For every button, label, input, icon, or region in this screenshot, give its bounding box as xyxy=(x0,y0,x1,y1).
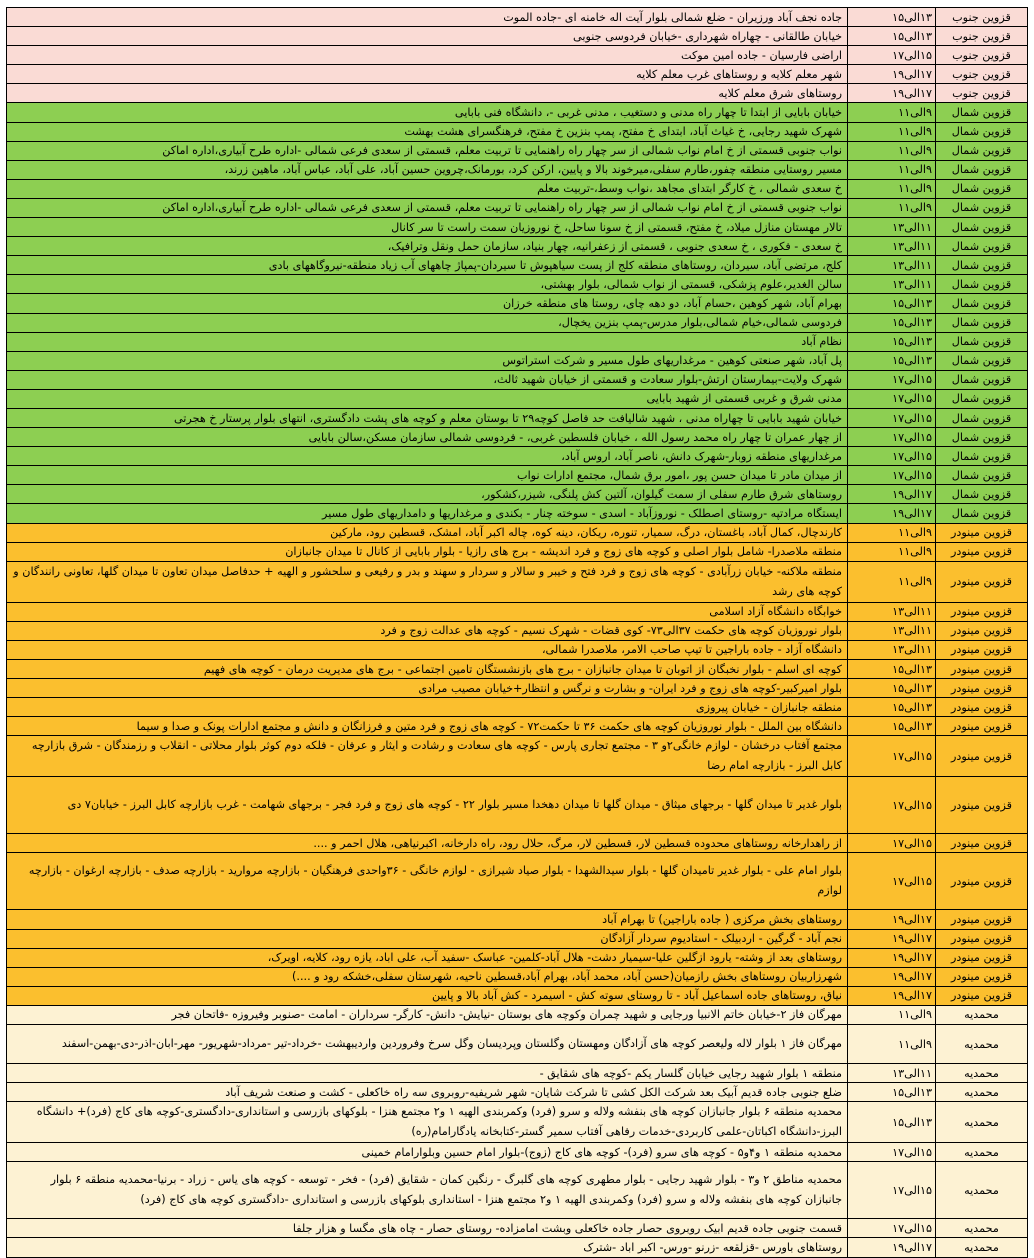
table-row xyxy=(7,777,1028,834)
region-cell: قزوین مینودر xyxy=(936,523,1028,542)
time-cell: ۱۵الی۱۷ xyxy=(848,389,936,408)
time-cell: ۱۱الی۱۳ xyxy=(848,602,936,621)
table-row xyxy=(7,8,1028,27)
area-description-cell: نظام آباد xyxy=(7,332,848,351)
time-cell: ۹الی۱۱ xyxy=(848,122,936,141)
region-cell: قزوین شمال xyxy=(936,313,1028,332)
region-cell: محمدیه xyxy=(936,1238,1028,1257)
area-description-cell: شهر معلم کلایه و روستاهای غرب معلم کلایه xyxy=(7,65,848,84)
region-cell: قزوین شمال xyxy=(936,485,1028,504)
time-cell: ۱۷الی۱۹ xyxy=(848,84,936,103)
area-description-cell: منطقه ملاکنه- خیابان زرآبادی - کوچه های زوج و فرد فتح و خیبر و سالار و سردار و سهند و بدر و رفیعی و سلحشور و الهیه + حدفاصل میدان تعاون تا میدان گلها، تعاونی رانندگان و کوچه های رشد xyxy=(7,561,848,602)
region-cell: محمدیه xyxy=(936,1064,1028,1083)
region-cell: قزوین شمال xyxy=(936,218,1028,237)
time-cell: ۱۵الی۱۷ xyxy=(848,370,936,389)
area-description-cell: پل آباد، شهر صنعتی کوهین - مرغداریهای طول مسیر و شرکت استراتوس xyxy=(7,351,848,370)
region-cell: قزوین شمال xyxy=(936,103,1028,122)
area-description-cell: کوچه ای اسلم - بلوار نخبگان از اتوبان تا میدان جانبازان - برج های بازنشستگان تامین اجتماعی - برج های مدیریت درمان - کوچه های فهیم xyxy=(7,660,848,679)
table-row xyxy=(7,294,1028,313)
table-row xyxy=(7,485,1028,504)
area-description-cell: از راهدارخانه روستاهای محدوده قسطین لار، قسطین لار، مرگ، حلال رود، راه دارخانه، اکبرنیاهی، هلال احمر و .... xyxy=(7,834,848,853)
region-cell: قزوین مینودر xyxy=(936,542,1028,561)
region-cell: محمدیه xyxy=(936,1025,1028,1064)
area-description-cell: نواب جنوبی قسمتی از خ امام نواب شمالی از سر چهار راه راهنمایی تا تربیت معلم، قسمتی از سعدی فرعی شمالی -اداره طرح آبیاری،اداره اماکن xyxy=(7,198,848,217)
region-cell: محمدیه xyxy=(936,1219,1028,1238)
area-description-cell: اراضی فارسیان - جاده امین موکت xyxy=(7,46,848,65)
table-row xyxy=(7,717,1028,736)
table-row xyxy=(7,1064,1028,1083)
time-cell: ۱۵الی۱۷ xyxy=(848,777,936,834)
table-row xyxy=(7,640,1028,659)
region-cell: قزوین شمال xyxy=(936,351,1028,370)
table-body xyxy=(7,8,1028,1258)
time-cell: ۱۱الی۱۳ xyxy=(848,218,936,237)
region-cell: قزوین شمال xyxy=(936,141,1028,160)
table-row xyxy=(7,122,1028,141)
region-cell: قزوین شمال xyxy=(936,179,1028,198)
time-cell: ۱۳الی۱۵ xyxy=(848,1083,936,1102)
time-cell: ۱۷الی۱۹ xyxy=(848,1238,936,1257)
area-description-cell: شهرک ولایت-بیمارستان ارتش-بلوار سعادت و قسمتی از خیابان شهید ثالث، xyxy=(7,370,848,389)
region-cell: محمدیه xyxy=(936,1083,1028,1102)
region-cell: قزوین مینودر xyxy=(936,910,1028,929)
time-cell: ۱۳الی۱۵ xyxy=(848,679,936,698)
time-cell: ۱۳الی۱۵ xyxy=(848,351,936,370)
time-cell: ۱۳الی۱۵ xyxy=(848,294,936,313)
time-cell: ۹الی۱۱ xyxy=(848,561,936,602)
region-cell: قزوین شمال xyxy=(936,389,1028,408)
time-cell: ۱۱الی۱۳ xyxy=(848,640,936,659)
region-cell: محمدیه xyxy=(936,1143,1028,1162)
time-cell: ۱۷الی۱۹ xyxy=(848,929,936,948)
area-description-cell: روستاهای بخش مرکزی ( جاده باراجین) تا بهرام آباد xyxy=(7,910,848,929)
region-cell: قزوین شمال xyxy=(936,294,1028,313)
region-cell: قزوین شمال xyxy=(936,332,1028,351)
table-row xyxy=(7,27,1028,46)
table-row xyxy=(7,179,1028,198)
area-description-cell: دانشگاه بین الملل - بلوار نوروزیان کوچه های حکمت ۳۶ تا حکمت۷۲ - کوچه های زوج و فرد متین و فرزانگان و دانش و مجتمع ادارات پونک و صدا و سیما xyxy=(7,717,848,736)
region-cell: قزوین شمال xyxy=(936,408,1028,427)
area-description-cell: خ سعدی شمالی ، خ کارگر ابتدای مجاهد ،نواب وسط،-تربیت معلم xyxy=(7,179,848,198)
area-description-cell: روستاهای شرق طارم سفلی از سمت گیلوان، آلتین کش پلنگی، شیزر،کشکور، xyxy=(7,485,848,504)
table-row xyxy=(7,46,1028,65)
area-description-cell: منطقه جانبازان - خیابان پیروزی xyxy=(7,698,848,717)
table-row xyxy=(7,313,1028,332)
table-row xyxy=(7,447,1028,466)
region-cell: قزوین شمال xyxy=(936,504,1028,523)
time-cell: ۱۷الی۱۹ xyxy=(848,65,936,84)
region-cell: قزوین مینودر xyxy=(936,777,1028,834)
table-row xyxy=(7,1025,1028,1064)
table-row xyxy=(7,408,1028,427)
table-row xyxy=(7,967,1028,986)
time-cell: ۹الی۱۱ xyxy=(848,198,936,217)
region-cell: قزوین مینودر xyxy=(936,736,1028,777)
time-cell: ۱۵الی۱۷ xyxy=(848,1143,936,1162)
region-cell: قزوین شمال xyxy=(936,237,1028,256)
region-cell: قزوین شمال xyxy=(936,198,1028,217)
area-description-cell: سالن الغدیر،علوم پزشکی، قسمتی از نواب شمالی، بلوار بهشتی، xyxy=(7,275,848,294)
table-row xyxy=(7,679,1028,698)
table-row xyxy=(7,428,1028,447)
area-description-cell: تالار مهستان منازل میلاد، خ مفتح، قسمتی از خ سونا ساحل، خ نوروزیان سمت راست تا سر کانال xyxy=(7,218,848,237)
area-description-cell: خیابان شهید بابایی تا چهاراه مدنی ، شهید شالیافت حد فاصل کوچه۲۹ تا بوستان معلم و کوچه های پشت دادگستری، انتهای بلوار پرستار خ هجرتی xyxy=(7,408,848,427)
area-description-cell: بلوار غدیر تا میدان گلها - برجهای میثاق - میدان گلها تا میدان دهخدا مسیر بلوار ۲۲ - کوچه های زوج و فرد فجر - برجهای شهامت - غرب بازارچه کابل البرز - خیابان۷ دی xyxy=(7,777,848,834)
table-row xyxy=(7,389,1028,408)
region-cell: قزوین شمال xyxy=(936,447,1028,466)
time-cell: ۱۷الی۱۹ xyxy=(848,910,936,929)
area-description-cell: منطقه ۱ بلوار شهید رجایی خیابان گلسار یکم -کوچه های شقایق - xyxy=(7,1064,848,1083)
region-cell: قزوین شمال xyxy=(936,428,1028,447)
outage-schedule-table xyxy=(6,7,1028,1258)
area-description-cell: کلج، مرتضی آباد، سیردان، روستاهای منطقه کلج از پست سیاهپوش تا سیردان-پمپاژ چاههای آب زیاد منطقه-نیروگاههای بادی xyxy=(7,256,848,275)
table-row xyxy=(7,660,1028,679)
region-cell: قزوین شمال xyxy=(936,122,1028,141)
time-cell: ۱۵الی۱۷ xyxy=(848,1162,936,1219)
time-cell: ۱۵الی۱۷ xyxy=(848,853,936,910)
region-cell: قزوین مینودر xyxy=(936,948,1028,967)
table-row xyxy=(7,160,1028,179)
time-cell: ۱۱الی۱۳ xyxy=(848,256,936,275)
area-description-cell: بلوار امام علی - بلوار غدیر تامیدان گلها - بلوار سیدالشهدا - بلوار صیاد شیرازی - لوازم خانگی - ۳۶واحدی فرهنگیان - بازارچه مروارید - بازارچه صدف - بازارچه ارغوان - بازارچه لوازم xyxy=(7,853,848,910)
area-description-cell: نواب جنوبی قسمتی از خ امام نواب شمالی از سر چهار راه راهنمایی تا تربیت معلم، قسمتی از سعدی فرعی شمالی -اداره طرح آبیاری،اداره اماکن xyxy=(7,141,848,160)
area-description-cell: مهرگان فاز ۲-خیابان خاتم الانبیا ورجایی و شهید چمران وکوچه های بوستان -نیایش- دانش- کارگر- سرداران - امامت -صنوبر وفیروزه -فاتحان فجر xyxy=(7,1005,848,1024)
table-row xyxy=(7,1083,1028,1102)
region-cell: قزوین شمال xyxy=(936,370,1028,389)
time-cell: ۹الی۱۱ xyxy=(848,523,936,542)
region-cell: محمدیه xyxy=(936,1162,1028,1219)
region-cell: قزوین مینودر xyxy=(936,834,1028,853)
time-cell: ۱۳الی۱۵ xyxy=(848,698,936,717)
region-cell: قزوین جنوب xyxy=(936,8,1028,27)
area-description-cell: نجم آباد - گرگین - اردبیلک - استادیوم سردار آزادگان xyxy=(7,929,848,948)
area-description-cell: فردوسی شمالی،خیام شمالی،بلوار مدرس-پمپ بنزین یخچال، xyxy=(7,313,848,332)
time-cell: ۱۱الی۱۳ xyxy=(848,275,936,294)
region-cell: قزوین جنوب xyxy=(936,65,1028,84)
table-row xyxy=(7,256,1028,275)
time-cell: ۹الی۱۱ xyxy=(848,179,936,198)
time-cell: ۱۷الی۱۹ xyxy=(848,948,936,967)
time-cell: ۱۵الی۱۷ xyxy=(848,466,936,485)
table-row xyxy=(7,621,1028,640)
table-row xyxy=(7,523,1028,542)
time-cell: ۹الی۱۱ xyxy=(848,160,936,179)
time-cell: ۱۵الی۱۷ xyxy=(848,834,936,853)
time-cell: ۱۳الی۱۵ xyxy=(848,660,936,679)
table-row xyxy=(7,65,1028,84)
area-description-cell: از میدان مادر تا میدان حسن پور ،امور برق شمال، مجتمع ادارات نواب xyxy=(7,466,848,485)
time-cell: ۱۷الی۱۹ xyxy=(848,967,936,986)
time-cell: ۱۵الی۱۷ xyxy=(848,447,936,466)
region-cell: محمدیه xyxy=(936,1005,1028,1024)
region-cell: قزوین مینودر xyxy=(936,986,1028,1005)
region-cell: قزوین مینودر xyxy=(936,621,1028,640)
table-row xyxy=(7,698,1028,717)
time-cell: ۱۵الی۱۷ xyxy=(848,428,936,447)
area-description-cell: بلوار نوروزیان کوچه های حکمت ۳۷الی۷۳- کوی قضات - شهرک نسیم - کوچه های عدالت زوج و فرد xyxy=(7,621,848,640)
area-description-cell: محمدیه منطقه ۱ و۴و۵ - کوچه های سرو (فرد)- کوچه های کاج (زوج)-بلوار امام حسین وبلوارامام خمینی xyxy=(7,1143,848,1162)
table-row xyxy=(7,1143,1028,1162)
table-row xyxy=(7,84,1028,103)
region-cell: قزوین شمال xyxy=(936,160,1028,179)
time-cell: ۱۱الی۱۳ xyxy=(848,1064,936,1083)
region-cell: محمدیه xyxy=(936,1102,1028,1143)
table-row xyxy=(7,1219,1028,1238)
region-cell: قزوین مینودر xyxy=(936,602,1028,621)
area-description-cell: بهرام آباد، شهر کوهین ،حسام آباد، دو دهه چای، روستا های منطقه خرزان xyxy=(7,294,848,313)
area-description-cell: شهرزاربیان روستاهای بخش رازمیان(حسن آباد، محمد آباد، بهرام آباد،قسطین ناحیه، شهرستان سفلی،خشکه رود و ....) xyxy=(7,967,848,986)
time-cell: ۱۵الی۱۷ xyxy=(848,46,936,65)
table-row xyxy=(7,542,1028,561)
area-description-cell: روستاهای بعد از وشته- یارود ازگلین علیا-سیمیار دشت- هلال آباد-کلمین- عباسک -سفید آب، علی اباد، یازه رود، کلایه، اویرک، xyxy=(7,948,848,967)
time-cell: ۱۳الی۱۵ xyxy=(848,717,936,736)
time-cell: ۱۳الی۱۵ xyxy=(848,1102,936,1143)
table-row xyxy=(7,237,1028,256)
region-cell: قزوین شمال xyxy=(936,466,1028,485)
area-description-cell: قسمت جنوبی جاده قدیم ابیک روبروی حصار جاده خاکعلی وبشت امامزاده- روستای حصار - چاه های مگسا و هزار جلفا xyxy=(7,1219,848,1238)
region-cell: قزوین مینودر xyxy=(936,717,1028,736)
table-row xyxy=(7,602,1028,621)
time-cell: ۱۵الی۱۷ xyxy=(848,1219,936,1238)
area-description-cell: جاده نجف آباد ورزیران - ضلع شمالی بلوار آیت اله خامنه ای -جاده الموت xyxy=(7,8,848,27)
area-description-cell: مهرگان فاز ۱ بلوار لاله ولیعصر کوچه های آزادگان ومهستان وگلستان وپردیسان وگل سرخ وفروردین واردیبهشت -خرداد-تیر -مرداد-شهریور- مهر-ابان-اذر-دی-بهمن-اسفند xyxy=(7,1025,848,1064)
area-description-cell: خیابان بابایی از ابتدا تا چهار راه مدنی و دستغیب ، مدنی غربی -، دانشگاه فنی بابایی xyxy=(7,103,848,122)
table-row xyxy=(7,103,1028,122)
area-description-cell: بلوار امیرکبیر-کوچه های زوج و فرد ایران- و بشارت و نرگس و انتظار+خیابان مصیب مرادی xyxy=(7,679,848,698)
region-cell: قزوین مینودر xyxy=(936,967,1028,986)
area-description-cell: روستاهای شرق معلم کلایه xyxy=(7,84,848,103)
table-row xyxy=(7,736,1028,777)
area-description-cell: مرغداریهای منطقه زوبار-شهرک دانش، ناصر آباد، اروس آباد، xyxy=(7,447,848,466)
area-description-cell: شهرک شهید رجایی، خ غیاث آباد، ابتدای خ مفتح، پمپ بنزین خ مفتح، فرهنگسرای هشت بهشت xyxy=(7,122,848,141)
time-cell: ۱۱الی۱۳ xyxy=(848,621,936,640)
time-cell: ۱۵الی۱۷ xyxy=(848,408,936,427)
time-cell: ۱۷الی۱۹ xyxy=(848,986,936,1005)
time-cell: ۱۷الی۱۹ xyxy=(848,504,936,523)
region-cell: قزوین مینودر xyxy=(936,679,1028,698)
region-cell: قزوین جنوب xyxy=(936,27,1028,46)
region-cell: قزوین مینودر xyxy=(936,640,1028,659)
table-row xyxy=(7,910,1028,929)
area-description-cell: از چهار عمران تا چهار راه محمد رسول الله ، خیابان فلسطین غربی، - فردوسی شمالی سازمان مسکن،سالن بابایی xyxy=(7,428,848,447)
area-description-cell: روستاهای باورس -قزلقعه -زرنو -ورس- اکبر اباد -شترک xyxy=(7,1238,848,1257)
time-cell: ۱۳الی۱۵ xyxy=(848,8,936,27)
region-cell: قزوین مینودر xyxy=(936,660,1028,679)
table-row xyxy=(7,332,1028,351)
area-description-cell: خوابگاه دانشگاه آزاد اسلامی xyxy=(7,602,848,621)
time-cell: ۱۷الی۱۹ xyxy=(848,485,936,504)
area-description-cell: ضلع جنوبی جاده قدیم آبیک بعد شرکت الکل کشی تا شرکت شایان- شهر شریفیه-روبروی سه راه خاکعلی - کشت و صنعت شریف آباد xyxy=(7,1083,848,1102)
time-cell: ۱۳الی۱۵ xyxy=(848,332,936,351)
table-row xyxy=(7,948,1028,967)
area-description-cell: خیابان طالقانی - چهاراه شهرداری -خیابان فردوسی جنوبی xyxy=(7,27,848,46)
time-cell: ۹الی۱۱ xyxy=(848,103,936,122)
time-cell: ۹الی۱۱ xyxy=(848,542,936,561)
area-description-cell: مدنی شرق و غربی قسمتی از شهید بابایی xyxy=(7,389,848,408)
region-cell: قزوین مینودر xyxy=(936,561,1028,602)
table-row xyxy=(7,1102,1028,1143)
time-cell: ۹الی۱۱ xyxy=(848,141,936,160)
table-row xyxy=(7,141,1028,160)
region-cell: قزوین جنوب xyxy=(936,46,1028,65)
area-description-cell: مسیر روستایی منطقه چفور،طارم سفلی،میرخوند بالا و پایین، ارکن کرد، بورمانک،چروین حسین آباد، علی آباد، عباس آباد، ماهین زرند، xyxy=(7,160,848,179)
table-row xyxy=(7,466,1028,485)
table-row xyxy=(7,1238,1028,1257)
area-description-cell: خ سعدی - فکوری ، خ سعدی جنوبی ، قسمتی از زعفرانیه، چهار بنیاد، سازمان حمل ونقل وترافیک، xyxy=(7,237,848,256)
time-cell: ۹الی۱۱ xyxy=(848,1025,936,1064)
area-description-cell: منطقه ملاصدرا- شامل بلوار اصلی و کوچه های زوج و فرد اندیشه - برج های رازیا - بلوار بابایی از کانال تا میدان جانبازان xyxy=(7,542,848,561)
table-row xyxy=(7,853,1028,910)
table-row xyxy=(7,834,1028,853)
table-row xyxy=(7,218,1028,237)
time-cell: ۱۱الی۱۳ xyxy=(848,237,936,256)
area-description-cell: محمدیه مناطق ۲ و۳ - بلوار شهید رجایی - بلوار مطهری کوچه های گلبرگ - رنگین کمان - شقایق (فرد) - فخر - توسعه - کوچه های یاس - زراد - برنیا-محمدیه منطقه ۶ بلوار جانبازان کوچه های بنفشه ولاله و سرو (فرد) وکمربندی الهیه ۱ و۲ مجتمع هنزا - استانداری بلوکهای بازرسی و استانداری -دادگستری کوچه های کاج (فرد) xyxy=(7,1162,848,1219)
region-cell: قزوین مینودر xyxy=(936,853,1028,910)
table-row xyxy=(7,275,1028,294)
time-cell: ۱۳الی۱۵ xyxy=(848,27,936,46)
region-cell: قزوین جنوب xyxy=(936,84,1028,103)
area-description-cell: ایستگاه مرادتپه -روستای اصطلک - نوروزآباد - اسدی - سوخته چنار - بکندی و مرغداریها و دامداریهای طول مسیر xyxy=(7,504,848,523)
table-row xyxy=(7,370,1028,389)
time-cell: ۱۳الی۱۵ xyxy=(848,313,936,332)
time-cell: ۹الی۱۱ xyxy=(848,1005,936,1024)
time-cell: ۱۵الی۱۷ xyxy=(848,736,936,777)
table-row xyxy=(7,986,1028,1005)
table-row xyxy=(7,1162,1028,1219)
region-cell: قزوین شمال xyxy=(936,275,1028,294)
table-row xyxy=(7,1005,1028,1024)
region-cell: قزوین مینودر xyxy=(936,929,1028,948)
region-cell: قزوین مینودر xyxy=(936,698,1028,717)
area-description-cell: نیاق، روستاهای جاده اسماعیل آباد - تا روستای سوته کش - اسیمرد - کش آباد بالا و پایین xyxy=(7,986,848,1005)
area-description-cell: کارندچال، کمال آباد، باغستان، درگ، سمیار، تنوره، ریکان، دینه کوه، چاله اکبر آباد، امشک، قسطین رود، مارکین xyxy=(7,523,848,542)
table-row xyxy=(7,929,1028,948)
area-description-cell: دانشگاه آزاد - جاده باراجین تا تیپ صاحب الامر، ملاصدرا شمالی، xyxy=(7,640,848,659)
table-row xyxy=(7,561,1028,602)
area-description-cell: محمدیه منطقه ۶ بلوار جانبازان کوچه های بنفشه ولاله و سرو (فرد) وکمربندی الهیه ۱ و۲ مجتمع هنزا - بلوکهای بازرسی و استانداری-دادگستری-کوچه های کاج (فرد)+ دانشگاه البرز-دانشگاه اکباتان-علمی کاربردی-خدمات رفاهی آفتاب سمیر گستر-کتابخانه یادگارامام(ره) xyxy=(7,1102,848,1143)
table-row xyxy=(7,351,1028,370)
area-description-cell: مجتمع آفتاب درخشان - لوازم خانگی۲و ۳ - مجتمع تجاری پارس - کوچه های سعادت و رشادت و ایثار و عرفان - فلکه دوم کوثر بلوار محلاتی - انقلاب و رزمندگان - شرق بازارچه کابل البرز - بازارچه امام رضا xyxy=(7,736,848,777)
table-row xyxy=(7,198,1028,217)
table-row xyxy=(7,504,1028,523)
region-cell: قزوین شمال xyxy=(936,256,1028,275)
